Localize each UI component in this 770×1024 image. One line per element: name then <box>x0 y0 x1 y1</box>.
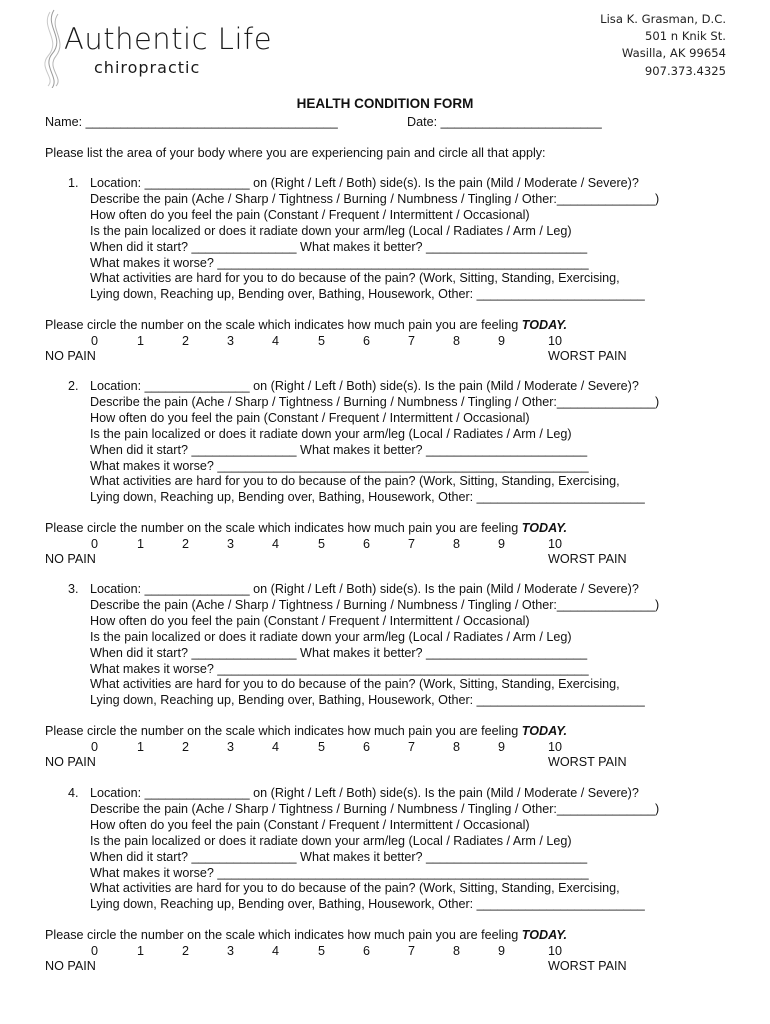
scale-number[interactable]: 1 <box>137 943 145 958</box>
scale-number[interactable]: 0 <box>91 536 99 551</box>
question-line-localized[interactable]: Is the pain localized or does it radiate down your arm/leg (Local / Radiates / Arm / Leg) <box>90 426 572 441</box>
scale-prompt <box>45 724 567 738</box>
scale-number[interactable]: 0 <box>91 739 99 754</box>
question-line-worse[interactable]: What makes it worse? _____________________________________________________ <box>90 458 589 473</box>
question-line-when-start[interactable]: When did it start? _______________ What makes it better? _______________________ <box>90 239 588 254</box>
scale-number[interactable]: 7 <box>408 943 416 958</box>
question-line-when-start[interactable]: When did it start? _______________ What makes it better? _______________________ <box>90 645 588 660</box>
scale-number[interactable]: 8 <box>453 943 461 958</box>
pain-scale <box>0 740 770 756</box>
scale-number[interactable]: 9 <box>498 943 506 958</box>
scale-number[interactable]: 2 <box>182 739 190 754</box>
scale-number[interactable]: 7 <box>408 333 416 348</box>
scale-number[interactable]: 3 <box>227 739 235 754</box>
question-line-when-start[interactable]: When did it start? _______________ What makes it better? _______________________ <box>90 849 588 864</box>
logo-brand-text: Authentic Life <box>64 22 273 56</box>
question-line-worse[interactable]: What makes it worse? _____________________________________________________ <box>90 255 589 270</box>
scale-number[interactable]: 10 <box>548 739 563 754</box>
scale-prompt-text: Please circle the number on the scale which indicates how much pain you are feeling <box>45 318 522 332</box>
question-line-how-often[interactable]: How often do you feel the pain (Constant / Frequent / Intermittent / Occasional) <box>90 410 530 425</box>
question-line-localized[interactable]: Is the pain localized or does it radiate down your arm/leg (Local / Radiates / Arm / Leg) <box>90 629 572 644</box>
scale-number[interactable]: 4 <box>272 536 280 551</box>
question-line-describe[interactable]: Describe the pain (Ache / Sharp / Tightness / Burning / Numbness / Tingling / Other:______________) <box>90 191 660 206</box>
question-line-localized[interactable]: Is the pain localized or does it radiate down your arm/leg (Local / Radiates / Arm / Leg) <box>90 833 572 848</box>
scale-number[interactable]: 6 <box>363 943 371 958</box>
contact-block <box>600 11 726 80</box>
question-line-activities2[interactable]: Lying down, Reaching up, Bending over, Bathing, Housework, Other: ________________________ <box>90 897 645 912</box>
scale-prompt <box>45 521 567 535</box>
question-line-worse[interactable]: What makes it worse? _____________________________________________________ <box>90 661 589 676</box>
form-title: HEALTH CONDITION FORM <box>296 96 474 111</box>
question-line-location[interactable]: Location: _______________ on (Right / Left / Both) side(s). Is the pain (Mild / Moderate / Severe)? <box>90 786 639 800</box>
scale-number[interactable]: 8 <box>453 536 461 551</box>
question-line-how-often[interactable]: How often do you feel the pain (Constant / Frequent / Intermittent / Occasional) <box>90 207 530 222</box>
logo-sub-text: chiropractic <box>94 58 201 77</box>
question-line-activities2[interactable]: Lying down, Reaching up, Bending over, Bathing, Housework, Other: ________________________ <box>90 693 645 708</box>
scale-prompt-text: Please circle the number on the scale which indicates how much pain you are feeling <box>45 521 522 535</box>
scale-number[interactable]: 10 <box>548 943 563 958</box>
question-line-activities[interactable]: What activities are hard for you to do because of the pain? (Work, Sitting, Standing, Exercising, <box>90 474 620 489</box>
scale-prompt-text: Please circle the number on the scale which indicates how much pain you are feeling <box>45 724 522 738</box>
scale-today-label: TODAY. <box>521 318 567 332</box>
scale-number[interactable]: 6 <box>363 333 371 348</box>
scale-number[interactable]: 2 <box>182 943 190 958</box>
question-line-activities[interactable]: What activities are hard for you to do because of the pain? (Work, Sitting, Standing, Exercising, <box>90 677 620 692</box>
scale-number[interactable]: 7 <box>408 739 416 754</box>
question-line-location[interactable]: Location: _______________ on (Right / Left / Both) side(s). Is the pain (Mild / Moderate / Severe)? <box>90 379 639 393</box>
no-pain-label: NO PAIN <box>45 959 96 973</box>
worst-pain-label: WORST PAIN <box>548 349 627 363</box>
scale-number[interactable]: 5 <box>318 333 326 348</box>
date-field[interactable]: Date: _______________________ <box>407 115 602 129</box>
section-number: 3. <box>68 582 79 596</box>
phone-number: 907.373.4325 <box>644 63 726 78</box>
scale-prompt <box>45 928 567 942</box>
scale-number[interactable]: 6 <box>363 536 371 551</box>
scale-number[interactable]: 8 <box>453 739 461 754</box>
scale-number[interactable]: 2 <box>182 333 190 348</box>
clinic-logo <box>40 8 273 86</box>
scale-number[interactable]: 0 <box>91 333 99 348</box>
question-line-activities2[interactable]: Lying down, Reaching up, Bending over, Bathing, Housework, Other: ________________________ <box>90 287 645 302</box>
scale-today-label: TODAY. <box>521 521 567 535</box>
scale-number[interactable]: 3 <box>227 333 235 348</box>
question-line-location[interactable]: Location: _______________ on (Right / Left / Both) side(s). Is the pain (Mild / Moderate / Severe)? <box>90 582 639 596</box>
street-address: 501 n Knik St. <box>644 29 726 44</box>
no-pain-label: NO PAIN <box>45 552 96 566</box>
scale-number[interactable]: 7 <box>408 536 416 551</box>
scale-number[interactable]: 1 <box>137 333 145 348</box>
scale-number[interactable]: 6 <box>363 739 371 754</box>
section-number: 4. <box>68 786 79 800</box>
intro-text: Please list the area of your body where you are experiencing pain and circle all that apply: <box>45 146 546 160</box>
name-field[interactable]: Name: ____________________________________ <box>45 115 338 129</box>
question-line-activities[interactable]: What activities are hard for you to do because of the pain? (Work, Sitting, Standing, Exercising, <box>90 881 620 896</box>
section-number: 1. <box>68 176 79 190</box>
question-line-activities2[interactable]: Lying down, Reaching up, Bending over, Bathing, Housework, Other: ________________________ <box>90 490 645 505</box>
no-pain-label: NO PAIN <box>45 349 96 363</box>
scale-number[interactable]: 8 <box>453 333 461 348</box>
question-line-when-start[interactable]: When did it start? _______________ What makes it better? _______________________ <box>90 442 588 457</box>
scale-number[interactable]: 9 <box>498 333 506 348</box>
scale-today-label: TODAY. <box>521 928 567 942</box>
section-number: 2. <box>68 379 79 393</box>
question-line-activities[interactable]: What activities are hard for you to do because of the pain? (Work, Sitting, Standing, Exercising, <box>90 271 620 286</box>
scale-today-label: TODAY. <box>521 724 567 738</box>
question-line-worse[interactable]: What makes it worse? _____________________________________________________ <box>90 865 589 880</box>
question-line-location[interactable]: Location: _______________ on (Right / Left / Both) side(s). Is the pain (Mild / Moderate / Severe)? <box>90 176 639 190</box>
scale-number[interactable]: 5 <box>318 739 326 754</box>
scale-number[interactable]: 9 <box>498 536 506 551</box>
question-line-how-often[interactable]: How often do you feel the pain (Constant / Frequent / Intermittent / Occasional) <box>90 613 530 628</box>
scale-number[interactable]: 0 <box>91 943 99 958</box>
pain-scale <box>0 537 770 553</box>
pain-scale <box>0 334 770 350</box>
scale-number[interactable]: 4 <box>272 739 280 754</box>
worst-pain-label: WORST PAIN <box>548 552 627 566</box>
scale-number[interactable]: 5 <box>318 536 326 551</box>
scale-number[interactable]: 4 <box>272 943 280 958</box>
scale-number[interactable]: 2 <box>182 536 190 551</box>
pain-scale <box>0 944 770 960</box>
city-state-zip: Wasilla, AK 99654 <box>621 46 726 61</box>
question-line-how-often[interactable]: How often do you feel the pain (Constant / Frequent / Intermittent / Occasional) <box>90 817 530 832</box>
worst-pain-label: WORST PAIN <box>548 959 627 973</box>
scale-prompt-text: Please circle the number on the scale which indicates how much pain you are feeling <box>45 928 522 942</box>
scale-number[interactable]: 10 <box>548 536 563 551</box>
scale-number[interactable]: 9 <box>498 739 506 754</box>
doctor-name: Lisa K. Grasman, D.C. <box>600 12 726 26</box>
question-line-localized[interactable]: Is the pain localized or does it radiate down your arm/leg (Local / Radiates / Arm / Leg) <box>90 223 572 238</box>
scale-number[interactable]: 3 <box>227 943 235 958</box>
scale-number[interactable]: 4 <box>272 333 280 348</box>
scale-prompt <box>45 318 567 332</box>
worst-pain-label: WORST PAIN <box>548 755 627 769</box>
no-pain-label: NO PAIN <box>45 755 96 769</box>
scale-number[interactable]: 1 <box>137 536 145 551</box>
question-line-describe[interactable]: Describe the pain (Ache / Sharp / Tightness / Burning / Numbness / Tingling / Other:______________) <box>90 597 660 612</box>
scale-number[interactable]: 3 <box>227 536 235 551</box>
scale-number[interactable]: 1 <box>137 739 145 754</box>
question-line-describe[interactable]: Describe the pain (Ache / Sharp / Tightness / Burning / Numbness / Tingling / Other:______________) <box>90 801 660 816</box>
scale-number[interactable]: 10 <box>548 333 563 348</box>
scale-number[interactable]: 5 <box>318 943 326 958</box>
question-line-describe[interactable]: Describe the pain (Ache / Sharp / Tightness / Burning / Numbness / Tingling / Other:______________) <box>90 394 660 409</box>
